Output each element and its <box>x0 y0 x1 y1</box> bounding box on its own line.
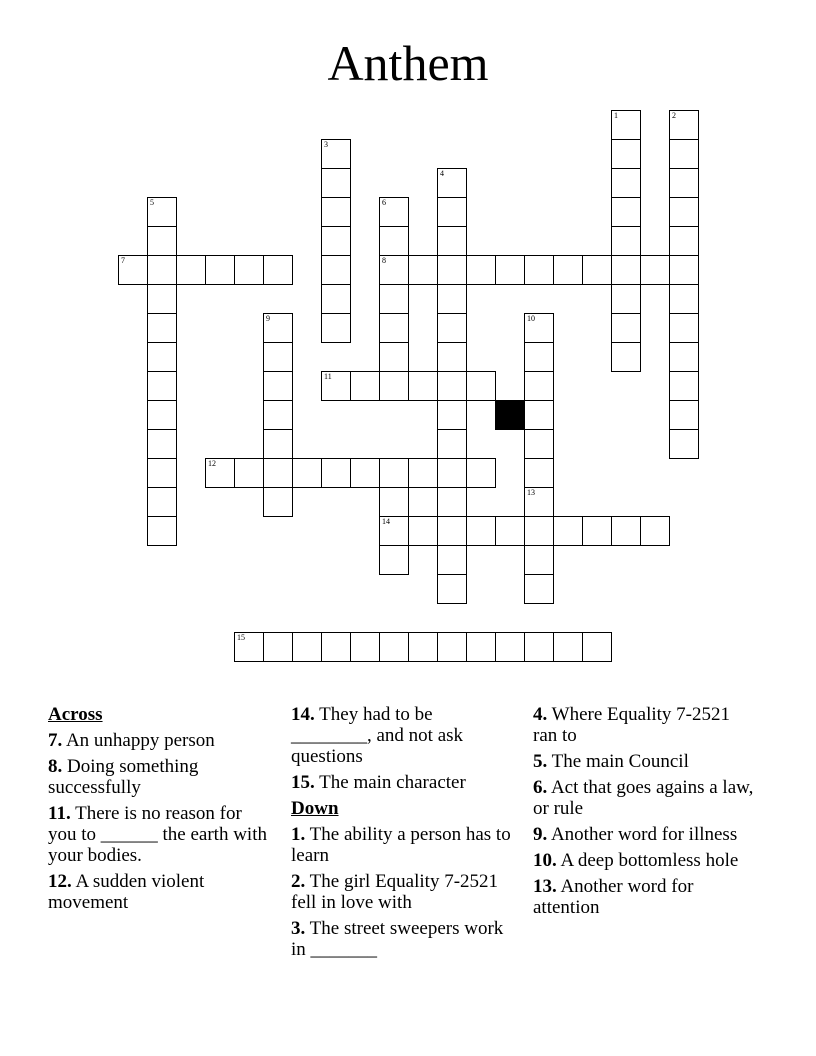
grid-cell[interactable] <box>263 342 293 372</box>
grid-cell[interactable] <box>118 255 148 285</box>
grid-cell[interactable] <box>437 197 467 227</box>
clue-item-number: 14. <box>291 704 315 725</box>
grid-cell[interactable] <box>234 632 264 662</box>
clue-number: 6 <box>382 198 386 207</box>
grid-cell[interactable] <box>321 632 351 662</box>
grid-cell[interactable] <box>437 226 467 256</box>
clue-number: 15 <box>237 633 245 642</box>
clue-item <box>533 751 758 772</box>
grid-cell[interactable] <box>611 313 641 343</box>
grid-cell[interactable] <box>147 197 177 227</box>
clue-item <box>533 876 758 918</box>
clue-item <box>533 777 758 819</box>
clue-item <box>48 871 273 913</box>
clue-number: 13 <box>527 488 535 497</box>
clue-item <box>48 756 273 798</box>
grid-cell[interactable] <box>495 632 525 662</box>
clue-item <box>291 918 516 960</box>
grid-cell[interactable] <box>495 516 525 546</box>
grid-cell[interactable] <box>379 342 409 372</box>
grid-cell[interactable] <box>234 255 264 285</box>
clue-number: 7 <box>121 256 125 265</box>
grid-cell[interactable] <box>524 458 554 488</box>
clue-item-text: A deep bottomless hole <box>556 850 739 871</box>
grid-cell[interactable] <box>147 342 177 372</box>
grid-cell[interactable] <box>321 313 351 343</box>
grid-cell[interactable] <box>611 255 641 285</box>
grid-cell[interactable] <box>321 255 351 285</box>
grid-cell[interactable] <box>582 516 612 546</box>
grid-cell[interactable] <box>147 313 177 343</box>
clue-number: 2 <box>672 111 676 120</box>
grid-cell[interactable] <box>263 255 293 285</box>
grid-cell[interactable] <box>408 632 438 662</box>
grid-cell[interactable] <box>321 371 351 401</box>
grid-cell[interactable] <box>437 168 467 198</box>
clue-item-text: The main Council <box>547 751 689 772</box>
grid-cell[interactable] <box>350 458 380 488</box>
grid-cell[interactable] <box>669 429 699 459</box>
grid-cell[interactable] <box>611 168 641 198</box>
clue-column-3 <box>533 704 758 923</box>
grid-cell[interactable] <box>147 458 177 488</box>
grid-cell[interactable] <box>466 371 496 401</box>
grid-cell[interactable] <box>437 255 467 285</box>
grid-cell[interactable] <box>263 429 293 459</box>
black-cell <box>495 400 525 430</box>
clue-item <box>48 803 273 866</box>
grid-cell[interactable] <box>147 371 177 401</box>
clue-item-text: The street sweepers work in _______ <box>291 918 504 960</box>
clue-item-text: They had to be ________, and not ask questions <box>291 704 464 767</box>
grid-cell[interactable] <box>524 342 554 372</box>
grid-cell[interactable] <box>408 371 438 401</box>
clue-item-number: 4. <box>533 704 548 725</box>
grid-cell[interactable] <box>553 516 583 546</box>
grid-cell[interactable] <box>466 255 496 285</box>
grid-cell[interactable] <box>379 313 409 343</box>
grid-cell[interactable] <box>524 487 554 517</box>
clue-item-number: 8. <box>48 756 63 777</box>
clue-item-number: 11. <box>48 803 71 824</box>
grid-cell[interactable] <box>437 284 467 314</box>
clue-item <box>533 824 758 845</box>
grid-cell[interactable] <box>437 545 467 575</box>
clue-number: 9 <box>266 314 270 323</box>
clue-number: 1 <box>614 111 618 120</box>
grid-cell[interactable] <box>466 458 496 488</box>
clue-item-text: Where Equality 7-2521 ran to <box>533 704 730 746</box>
grid-cell[interactable] <box>379 458 409 488</box>
clue-number: 4 <box>440 169 444 178</box>
grid-cell[interactable] <box>495 255 525 285</box>
grid-cell[interactable] <box>466 516 496 546</box>
grid-cell[interactable] <box>321 226 351 256</box>
grid-cell[interactable] <box>263 371 293 401</box>
grid-cell[interactable] <box>669 255 699 285</box>
clue-item-number: 10. <box>533 850 557 871</box>
grid-cell[interactable] <box>437 400 467 430</box>
grid-cell[interactable] <box>292 632 322 662</box>
grid-cell[interactable] <box>437 574 467 604</box>
clue-item-text: The girl Equality 7-2521 fell in love with <box>291 871 499 913</box>
clue-item-number: 13. <box>533 876 557 897</box>
grid-cell[interactable] <box>524 574 554 604</box>
grid-cell[interactable] <box>321 168 351 198</box>
grid-cell[interactable] <box>205 458 235 488</box>
grid-cell[interactable] <box>669 110 699 140</box>
grid-cell[interactable] <box>640 255 670 285</box>
grid-cell[interactable] <box>437 371 467 401</box>
grid-cell[interactable] <box>147 516 177 546</box>
grid-cell[interactable] <box>437 516 467 546</box>
grid-cell[interactable] <box>669 313 699 343</box>
clue-item-text: Another word for illness <box>547 824 738 845</box>
grid-cell[interactable] <box>437 429 467 459</box>
clue-number: 14 <box>382 517 390 526</box>
clue-number: 11 <box>324 372 332 381</box>
grid-cell[interactable] <box>669 342 699 372</box>
clue-number: 8 <box>382 256 386 265</box>
grid-cell[interactable] <box>379 197 409 227</box>
grid-cell[interactable] <box>524 429 554 459</box>
grid-cell[interactable] <box>379 487 409 517</box>
clue-column-1 <box>48 704 273 918</box>
grid-cell[interactable] <box>408 458 438 488</box>
clue-item-number: 15. <box>291 772 315 793</box>
grid-cell[interactable] <box>611 342 641 372</box>
puzzle-title: Anthem <box>327 35 489 91</box>
grid-cell[interactable] <box>524 545 554 575</box>
grid-cell[interactable] <box>321 197 351 227</box>
grid-cell[interactable] <box>524 632 554 662</box>
grid-cell[interactable] <box>205 255 235 285</box>
grid-cell[interactable] <box>234 458 264 488</box>
grid-cell[interactable] <box>292 458 322 488</box>
grid-cell[interactable] <box>524 400 554 430</box>
grid-cell[interactable] <box>379 255 409 285</box>
grid-cell[interactable] <box>176 255 206 285</box>
grid-cell[interactable] <box>611 139 641 169</box>
grid-cell[interactable] <box>350 371 380 401</box>
grid-cell[interactable] <box>524 371 554 401</box>
clue-item-number: 12. <box>48 871 72 892</box>
grid-cell[interactable] <box>553 632 583 662</box>
grid-cell[interactable] <box>524 255 554 285</box>
grid-cell[interactable] <box>437 632 467 662</box>
grid-cell[interactable] <box>669 371 699 401</box>
grid-cell[interactable] <box>379 516 409 546</box>
grid-cell[interactable] <box>263 400 293 430</box>
grid-cell[interactable] <box>321 458 351 488</box>
clue-item <box>291 704 516 767</box>
grid-cell[interactable] <box>524 313 554 343</box>
grid-cell[interactable] <box>437 487 467 517</box>
clue-item-number: 7. <box>48 730 63 751</box>
grid-cell[interactable] <box>611 516 641 546</box>
grid-cell[interactable] <box>669 197 699 227</box>
grid-cell[interactable] <box>640 516 670 546</box>
grid-cell[interactable] <box>263 313 293 343</box>
grid-cell[interactable] <box>553 255 583 285</box>
grid-cell[interactable] <box>321 139 351 169</box>
clue-item <box>533 850 758 871</box>
grid-cell[interactable] <box>669 400 699 430</box>
grid-cell[interactable] <box>669 168 699 198</box>
grid-cell[interactable] <box>147 400 177 430</box>
grid-cell[interactable] <box>379 226 409 256</box>
grid-cell[interactable] <box>582 632 612 662</box>
clue-item-number: 2. <box>291 871 306 892</box>
clue-number: 10 <box>527 314 535 323</box>
grid-cell[interactable] <box>611 226 641 256</box>
grid-cell[interactable] <box>379 632 409 662</box>
grid-cell[interactable] <box>147 255 177 285</box>
clue-item <box>291 772 516 793</box>
grid-cell[interactable] <box>147 429 177 459</box>
grid-cell[interactable] <box>379 284 409 314</box>
clue-item-number: 1. <box>291 824 306 845</box>
grid-cell[interactable] <box>669 139 699 169</box>
grid-cell[interactable] <box>466 632 496 662</box>
clue-item-number: 9. <box>533 824 548 845</box>
grid-cell[interactable] <box>263 458 293 488</box>
clue-column-2 <box>291 704 516 965</box>
clue-item-text: An unhappy person <box>62 730 215 751</box>
grid-cell[interactable] <box>611 284 641 314</box>
grid-cell[interactable] <box>669 226 699 256</box>
grid-cell[interactable] <box>408 255 438 285</box>
clue-item-number: 5. <box>533 751 548 772</box>
grid-cell[interactable] <box>147 226 177 256</box>
grid-cell[interactable] <box>437 342 467 372</box>
grid-cell[interactable] <box>582 255 612 285</box>
grid-cell[interactable] <box>147 284 177 314</box>
clue-item-text: The ability a person has to learn <box>291 824 511 866</box>
clue-item <box>48 730 273 751</box>
grid-cell[interactable] <box>669 284 699 314</box>
grid-cell[interactable] <box>437 313 467 343</box>
clue-item-number: 6. <box>533 777 548 798</box>
grid-cell[interactable] <box>147 487 177 517</box>
grid-cell[interactable] <box>379 545 409 575</box>
clue-item-text: The main character <box>314 772 466 793</box>
grid-cell[interactable] <box>321 284 351 314</box>
clue-number: 12 <box>208 459 216 468</box>
grid-cell[interactable] <box>263 487 293 517</box>
clue-item-text: Doing something successfully <box>48 756 199 798</box>
grid-cell[interactable] <box>379 371 409 401</box>
clue-item-number: 3. <box>291 918 306 939</box>
clue-section-heading: Across <box>48 704 103 725</box>
clue-item <box>533 704 758 746</box>
grid-cell[interactable] <box>408 516 438 546</box>
grid-cell[interactable] <box>350 632 380 662</box>
clue-item-text: A sudden violent movement <box>48 871 205 913</box>
clue-number: 5 <box>150 198 154 207</box>
grid-cell[interactable] <box>611 197 641 227</box>
grid-cell[interactable] <box>611 110 641 140</box>
clue-item <box>291 871 516 913</box>
grid-cell[interactable] <box>437 458 467 488</box>
clue-item-text: Act that goes agains a law, or rule <box>533 777 754 819</box>
clue-number: 3 <box>324 140 328 149</box>
clue-item-text: There is no reason for you to ______ the earth with your bodies. <box>48 803 267 866</box>
clue-section-heading: Down <box>291 798 339 819</box>
clue-item-text: Another word for attention <box>533 876 694 918</box>
grid-cell[interactable] <box>524 516 554 546</box>
grid-cell[interactable] <box>263 632 293 662</box>
clue-item <box>291 824 516 866</box>
